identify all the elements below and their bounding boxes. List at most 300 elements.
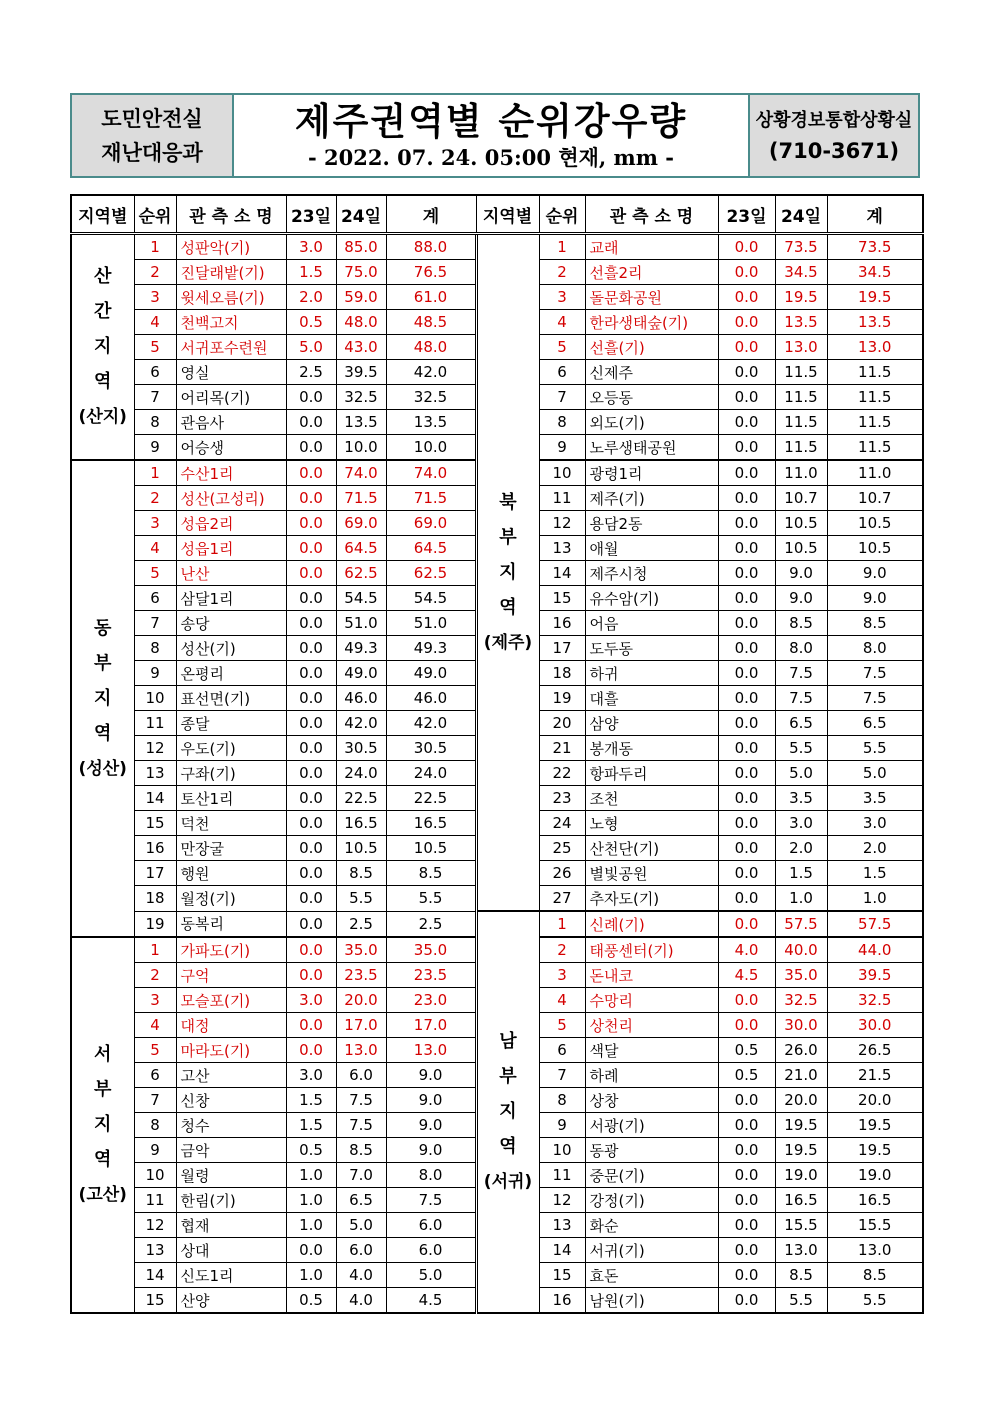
station-name: 별빛공원	[585, 861, 718, 886]
col-header-station: 관 측 소 명	[176, 195, 286, 234]
rain-day24: 32.5	[775, 988, 827, 1013]
station-name: 진달래밭(기)	[176, 260, 286, 285]
rain-total: 5.0	[827, 761, 923, 786]
rain-day23: 0.0	[286, 410, 336, 435]
station-name: 신창	[176, 1088, 286, 1113]
station-name: 협재	[176, 1213, 286, 1238]
rain-day23: 0.0	[718, 611, 775, 636]
rain-day23: 0.0	[718, 385, 775, 410]
rain-total: 23.0	[386, 988, 476, 1013]
rain-total: 88.0	[386, 234, 476, 260]
rain-day23: 0.0	[286, 963, 336, 988]
rain-day23: 0.0	[718, 736, 775, 761]
rain-day23: 0.0	[718, 285, 775, 310]
rank-cell: 24	[539, 811, 585, 836]
rain-day24: 30.5	[336, 736, 386, 761]
rain-day23: 0.0	[286, 661, 336, 686]
rain-day24: 23.5	[336, 963, 386, 988]
rank-cell: 10	[134, 686, 176, 711]
rank-cell: 4	[539, 310, 585, 335]
division-name: 재난대응과	[101, 140, 203, 165]
rank-cell: 8	[134, 1113, 176, 1138]
rain-day23: 0.0	[718, 1088, 775, 1113]
rank-cell: 4	[539, 988, 585, 1013]
rain-total: 10.7	[827, 486, 923, 511]
region-label	[71, 937, 134, 1313]
rain-day23: 0.0	[718, 511, 775, 536]
rain-total: 30.5	[386, 736, 476, 761]
rain-day23: 0.0	[286, 1013, 336, 1038]
rain-total: 35.0	[386, 937, 476, 963]
station-name: 한라생태숲(기)	[585, 310, 718, 335]
rain-day24: 6.5	[336, 1188, 386, 1213]
rain-day23: 0.0	[718, 988, 775, 1013]
station-name: 광령1리	[585, 460, 718, 486]
rain-day23: 0.0	[718, 1113, 775, 1138]
rain-day24: 46.0	[336, 686, 386, 711]
station-name: 청수	[176, 1113, 286, 1138]
rain-day23: 0.0	[718, 1013, 775, 1038]
rain-total: 5.5	[827, 736, 923, 761]
rain-day24: 15.5	[775, 1213, 827, 1238]
rank-cell: 8	[539, 1088, 585, 1113]
rank-cell: 5	[539, 1013, 585, 1038]
rank-cell: 13	[134, 1238, 176, 1263]
rain-day23: 0.0	[718, 460, 775, 486]
rain-day24: 19.0	[775, 1163, 827, 1188]
station-name: 한림(기)	[176, 1188, 286, 1213]
rain-total: 30.0	[827, 1013, 923, 1038]
region-char: (고산)	[78, 1185, 127, 1205]
station-name: 동광	[585, 1138, 718, 1163]
rain-day23: 2.5	[286, 360, 336, 385]
rain-total: 9.0	[827, 586, 923, 611]
rain-total: 74.0	[386, 460, 476, 486]
rain-day24: 48.0	[336, 310, 386, 335]
rain-day24: 10.0	[336, 435, 386, 461]
station-name: 수망리	[585, 988, 718, 1013]
region-char: 부	[499, 1066, 517, 1087]
rank-cell: 3	[539, 285, 585, 310]
rain-day23: 0.5	[718, 1038, 775, 1063]
region-label	[71, 234, 134, 461]
rank-cell: 5	[134, 1038, 176, 1063]
rain-day24: 7.5	[775, 686, 827, 711]
rain-total: 5.0	[386, 1263, 476, 1288]
rain-total: 8.0	[386, 1163, 476, 1188]
rain-day24: 59.0	[336, 285, 386, 310]
rain-day23: 0.0	[718, 435, 775, 461]
rain-day23: 0.0	[286, 836, 336, 861]
rain-day23: 3.0	[286, 988, 336, 1013]
rain-day23: 0.0	[286, 636, 336, 661]
rain-day24: 26.0	[775, 1038, 827, 1063]
rain-day24: 11.0	[775, 460, 827, 486]
station-name: 제주시청	[585, 561, 718, 586]
station-name: 종달	[176, 711, 286, 736]
station-name: 어리목(기)	[176, 385, 286, 410]
rain-total: 6.5	[827, 711, 923, 736]
rain-total: 26.5	[827, 1038, 923, 1063]
rank-cell: 1	[134, 234, 176, 260]
rain-day24: 10.7	[775, 486, 827, 511]
rank-cell: 13	[539, 536, 585, 561]
station-name: 월령	[176, 1163, 286, 1188]
rain-total: 71.5	[386, 486, 476, 511]
station-name: 성읍2리	[176, 511, 286, 536]
rain-day24: 11.5	[775, 360, 827, 385]
rain-total: 57.5	[827, 911, 923, 937]
rank-cell: 15	[134, 1288, 176, 1314]
rain-day23: 0.0	[718, 561, 775, 586]
rank-cell: 2	[539, 260, 585, 285]
rain-total: 10.5	[386, 836, 476, 861]
rain-total: 2.0	[827, 836, 923, 861]
rain-day24: 51.0	[336, 611, 386, 636]
rain-total: 8.5	[386, 861, 476, 886]
station-name: 유수암(기)	[585, 586, 718, 611]
rain-day24: 16.5	[336, 811, 386, 836]
rank-cell: 4	[134, 310, 176, 335]
rain-day23: 0.0	[286, 886, 336, 912]
rank-cell: 19	[539, 686, 585, 711]
rank-cell: 1	[539, 911, 585, 937]
region-char: 서	[94, 1044, 112, 1065]
rain-total: 3.5	[827, 786, 923, 811]
table-row	[71, 911, 923, 937]
rain-day24: 13.5	[775, 310, 827, 335]
region-char: (서귀)	[483, 1172, 533, 1192]
rain-day23: 0.0	[718, 1263, 775, 1288]
rank-cell: 15	[539, 1263, 585, 1288]
rank-cell: 22	[539, 761, 585, 786]
rain-day24: 8.5	[775, 611, 827, 636]
rain-day24: 8.5	[336, 1138, 386, 1163]
station-name: 관음사	[176, 410, 286, 435]
region-char: 북	[499, 491, 517, 513]
station-name: 외도(기)	[585, 410, 718, 435]
rank-cell: 7	[539, 1063, 585, 1088]
rain-total: 1.0	[827, 886, 923, 912]
rain-day24: 24.0	[336, 761, 386, 786]
rank-cell: 21	[539, 736, 585, 761]
rain-total: 8.5	[827, 1263, 923, 1288]
region-char: (제주)	[483, 632, 533, 653]
station-name: 돌문화공원	[585, 285, 718, 310]
station-name: 조천	[585, 786, 718, 811]
rain-total: 7.5	[827, 686, 923, 711]
rain-total: 44.0	[827, 937, 923, 963]
rain-total: 5.5	[827, 1288, 923, 1314]
rain-total: 16.5	[386, 811, 476, 836]
rain-total: 9.0	[386, 1113, 476, 1138]
region-char: 산	[94, 266, 112, 287]
station-name: 구좌(기)	[176, 761, 286, 786]
page-title: 제주권역별 순위강우량	[294, 99, 688, 143]
rank-cell: 16	[539, 1288, 585, 1314]
rain-day23: 3.0	[286, 234, 336, 260]
rain-day24: 11.5	[775, 435, 827, 461]
rank-cell: 2	[539, 937, 585, 963]
rain-day23: 0.0	[718, 761, 775, 786]
rank-cell: 7	[134, 1088, 176, 1113]
rain-total: 10.5	[827, 536, 923, 561]
rain-total: 9.0	[386, 1138, 476, 1163]
rain-total: 20.0	[827, 1088, 923, 1113]
col-header-day24: 24일	[336, 195, 386, 234]
rain-day23: 0.0	[286, 736, 336, 761]
rain-day24: 9.0	[775, 561, 827, 586]
station-name: 색달	[585, 1038, 718, 1063]
rank-cell: 6	[134, 586, 176, 611]
rain-day24: 4.0	[336, 1288, 386, 1314]
rain-day23: 0.0	[718, 536, 775, 561]
rain-day24: 2.5	[336, 911, 386, 937]
rain-day23: 0.0	[286, 460, 336, 486]
station-name: 표선면(기)	[176, 686, 286, 711]
rain-day24: 57.5	[775, 911, 827, 937]
rain-total: 13.0	[386, 1038, 476, 1063]
rain-day23: 0.0	[718, 1138, 775, 1163]
rank-cell: 9	[539, 435, 585, 461]
rank-cell: 11	[539, 486, 585, 511]
col-header-rank: 순위	[134, 195, 176, 234]
rain-day23: 0.0	[286, 1038, 336, 1063]
station-name: 산양	[176, 1288, 286, 1314]
station-name: 태풍센터(기)	[585, 937, 718, 963]
region-char: (성산)	[78, 758, 127, 779]
rain-day24: 32.5	[336, 385, 386, 410]
rain-day24: 13.0	[336, 1038, 386, 1063]
rain-day23: 0.0	[718, 360, 775, 385]
rain-day24: 42.0	[336, 711, 386, 736]
rain-day23: 0.0	[718, 1163, 775, 1188]
rain-day24: 71.5	[336, 486, 386, 511]
rain-day23: 0.5	[718, 1063, 775, 1088]
rain-total: 46.0	[386, 686, 476, 711]
station-name: 애월	[585, 536, 718, 561]
rank-cell: 9	[134, 661, 176, 686]
rain-total: 69.0	[386, 511, 476, 536]
region-char: 역	[94, 371, 112, 392]
rain-day23: 0.0	[286, 711, 336, 736]
rain-total: 9.0	[386, 1088, 476, 1113]
station-name: 금악	[176, 1138, 286, 1163]
station-name: 도두동	[585, 636, 718, 661]
region-char: (산지)	[78, 407, 127, 427]
station-name: 어승생	[176, 435, 286, 461]
rain-day24: 6.0	[336, 1063, 386, 1088]
rain-total: 62.5	[386, 561, 476, 586]
rank-cell: 14	[134, 1263, 176, 1288]
rain-day23: 0.0	[718, 886, 775, 912]
station-name: 성판악(기)	[176, 234, 286, 260]
region-char: 남	[499, 1031, 517, 1052]
station-name: 봉개동	[585, 736, 718, 761]
rain-day24: 10.5	[336, 836, 386, 861]
header-right-box	[748, 95, 918, 176]
rank-cell: 23	[539, 786, 585, 811]
station-name: 가파도(기)	[176, 937, 286, 963]
rain-day23: 0.0	[718, 1288, 775, 1314]
rain-total: 15.5	[827, 1213, 923, 1238]
region-char: 지	[499, 561, 517, 583]
rank-cell: 14	[134, 786, 176, 811]
rain-day23: 0.0	[718, 836, 775, 861]
rank-cell: 2	[134, 963, 176, 988]
rain-day24: 64.5	[336, 536, 386, 561]
rank-cell: 6	[539, 1038, 585, 1063]
rank-cell: 3	[539, 963, 585, 988]
rain-day24: 74.0	[336, 460, 386, 486]
station-name: 대흘	[585, 686, 718, 711]
rain-day23: 0.0	[718, 234, 775, 260]
rain-total: 5.5	[386, 886, 476, 912]
station-name: 용담2동	[585, 511, 718, 536]
rank-cell: 2	[134, 486, 176, 511]
station-name: 서귀포수련원	[176, 335, 286, 360]
table-body	[71, 234, 923, 1314]
rank-cell: 3	[134, 285, 176, 310]
rank-cell: 27	[539, 886, 585, 912]
page-subtitle: - 2022. 07. 24. 05:00 현재, mm -	[308, 144, 674, 170]
station-name: 신례(기)	[585, 911, 718, 937]
rank-cell: 12	[134, 1213, 176, 1238]
col-header-station: 관 측 소 명	[585, 195, 718, 234]
region-char: 역	[94, 722, 112, 744]
rain-day24: 13.0	[775, 1238, 827, 1263]
station-name: 삼양	[585, 711, 718, 736]
header-left-box	[72, 95, 234, 176]
rain-total: 13.0	[827, 1238, 923, 1263]
rain-day23: 0.0	[286, 561, 336, 586]
rank-cell: 11	[134, 711, 176, 736]
region-char: 간	[94, 301, 112, 322]
rain-day24: 7.0	[336, 1163, 386, 1188]
region-char: 지	[94, 1114, 112, 1135]
table-header-row	[71, 195, 923, 234]
rain-day24: 8.5	[775, 1263, 827, 1288]
region-char: 지	[94, 687, 112, 709]
col-header-day24: 24일	[775, 195, 827, 234]
rank-cell: 10	[134, 1163, 176, 1188]
region-char: 부	[94, 652, 112, 674]
rain-day24: 62.5	[336, 561, 386, 586]
rain-day23: 0.0	[718, 310, 775, 335]
rain-day24: 6.5	[775, 711, 827, 736]
rank-cell: 8	[134, 410, 176, 435]
col-header-region: 지역별	[71, 195, 134, 234]
station-name: 선흘(기)	[585, 335, 718, 360]
rank-cell: 1	[134, 937, 176, 963]
rain-day24: 35.0	[336, 937, 386, 963]
station-name: 상창	[585, 1088, 718, 1113]
rain-day24: 17.0	[336, 1013, 386, 1038]
rain-day24: 11.5	[775, 385, 827, 410]
rank-cell: 9	[134, 1138, 176, 1163]
station-name: 천백고지	[176, 310, 286, 335]
rank-cell: 5	[134, 561, 176, 586]
rain-day23: 0.0	[286, 385, 336, 410]
rain-total: 8.5	[827, 611, 923, 636]
station-name: 온평리	[176, 661, 286, 686]
station-name: 선흘2리	[585, 260, 718, 285]
rain-day24: 10.5	[775, 536, 827, 561]
rain-total: 19.5	[827, 1113, 923, 1138]
rain-day24: 4.0	[336, 1263, 386, 1288]
region-char: 지	[94, 336, 112, 357]
rain-total: 9.0	[827, 561, 923, 586]
rain-day24: 1.0	[775, 886, 827, 912]
rain-day24: 2.0	[775, 836, 827, 861]
station-name: 덕천	[176, 811, 286, 836]
rain-day24: 3.0	[775, 811, 827, 836]
rain-total: 23.5	[386, 963, 476, 988]
station-name: 서귀(기)	[585, 1238, 718, 1263]
station-name: 추자도(기)	[585, 886, 718, 912]
rain-day23: 4.0	[718, 937, 775, 963]
rank-cell: 3	[134, 511, 176, 536]
rank-cell: 20	[539, 711, 585, 736]
rain-total: 32.5	[827, 988, 923, 1013]
rain-day24: 75.0	[336, 260, 386, 285]
rain-day24: 8.0	[775, 636, 827, 661]
rain-day23: 0.0	[286, 937, 336, 963]
rain-total: 13.0	[827, 335, 923, 360]
rank-cell: 1	[134, 460, 176, 486]
station-name: 제주(기)	[585, 486, 718, 511]
rain-day24: 7.5	[336, 1113, 386, 1138]
rank-cell: 26	[539, 861, 585, 886]
station-name: 삼달1리	[176, 586, 286, 611]
station-name: 송당	[176, 611, 286, 636]
rank-cell: 12	[539, 511, 585, 536]
rain-total: 10.5	[827, 511, 923, 536]
rank-cell: 19	[134, 911, 176, 937]
rain-total: 10.0	[386, 435, 476, 461]
station-name: 중문(기)	[585, 1163, 718, 1188]
rain-day23: 1.0	[286, 1188, 336, 1213]
rain-day23: 0.0	[718, 486, 775, 511]
rain-day24: 5.0	[775, 761, 827, 786]
rain-total: 54.5	[386, 586, 476, 611]
rain-day24: 85.0	[336, 234, 386, 260]
office-name: 상황경보통합상황실	[755, 109, 913, 131]
rain-day24: 20.0	[775, 1088, 827, 1113]
region-label	[476, 911, 539, 1313]
rain-day24: 30.0	[775, 1013, 827, 1038]
rain-total: 8.0	[827, 636, 923, 661]
rain-day23: 0.0	[718, 661, 775, 686]
region-label	[476, 234, 539, 912]
rain-day24: 5.5	[775, 1288, 827, 1314]
rank-cell: 12	[539, 1188, 585, 1213]
rank-cell: 18	[539, 661, 585, 686]
station-name: 우도(기)	[176, 736, 286, 761]
rain-day23: 0.0	[286, 1238, 336, 1263]
rank-cell: 9	[539, 1113, 585, 1138]
rain-total: 11.5	[827, 385, 923, 410]
col-header-total: 계	[386, 195, 476, 234]
header-center	[234, 95, 748, 176]
station-name: 난산	[176, 561, 286, 586]
rank-cell: 7	[134, 611, 176, 636]
rain-day23: 0.0	[718, 811, 775, 836]
rain-day24: 3.5	[775, 786, 827, 811]
rank-cell: 10	[539, 460, 585, 486]
rain-total: 17.0	[386, 1013, 476, 1038]
rain-total: 42.0	[386, 711, 476, 736]
